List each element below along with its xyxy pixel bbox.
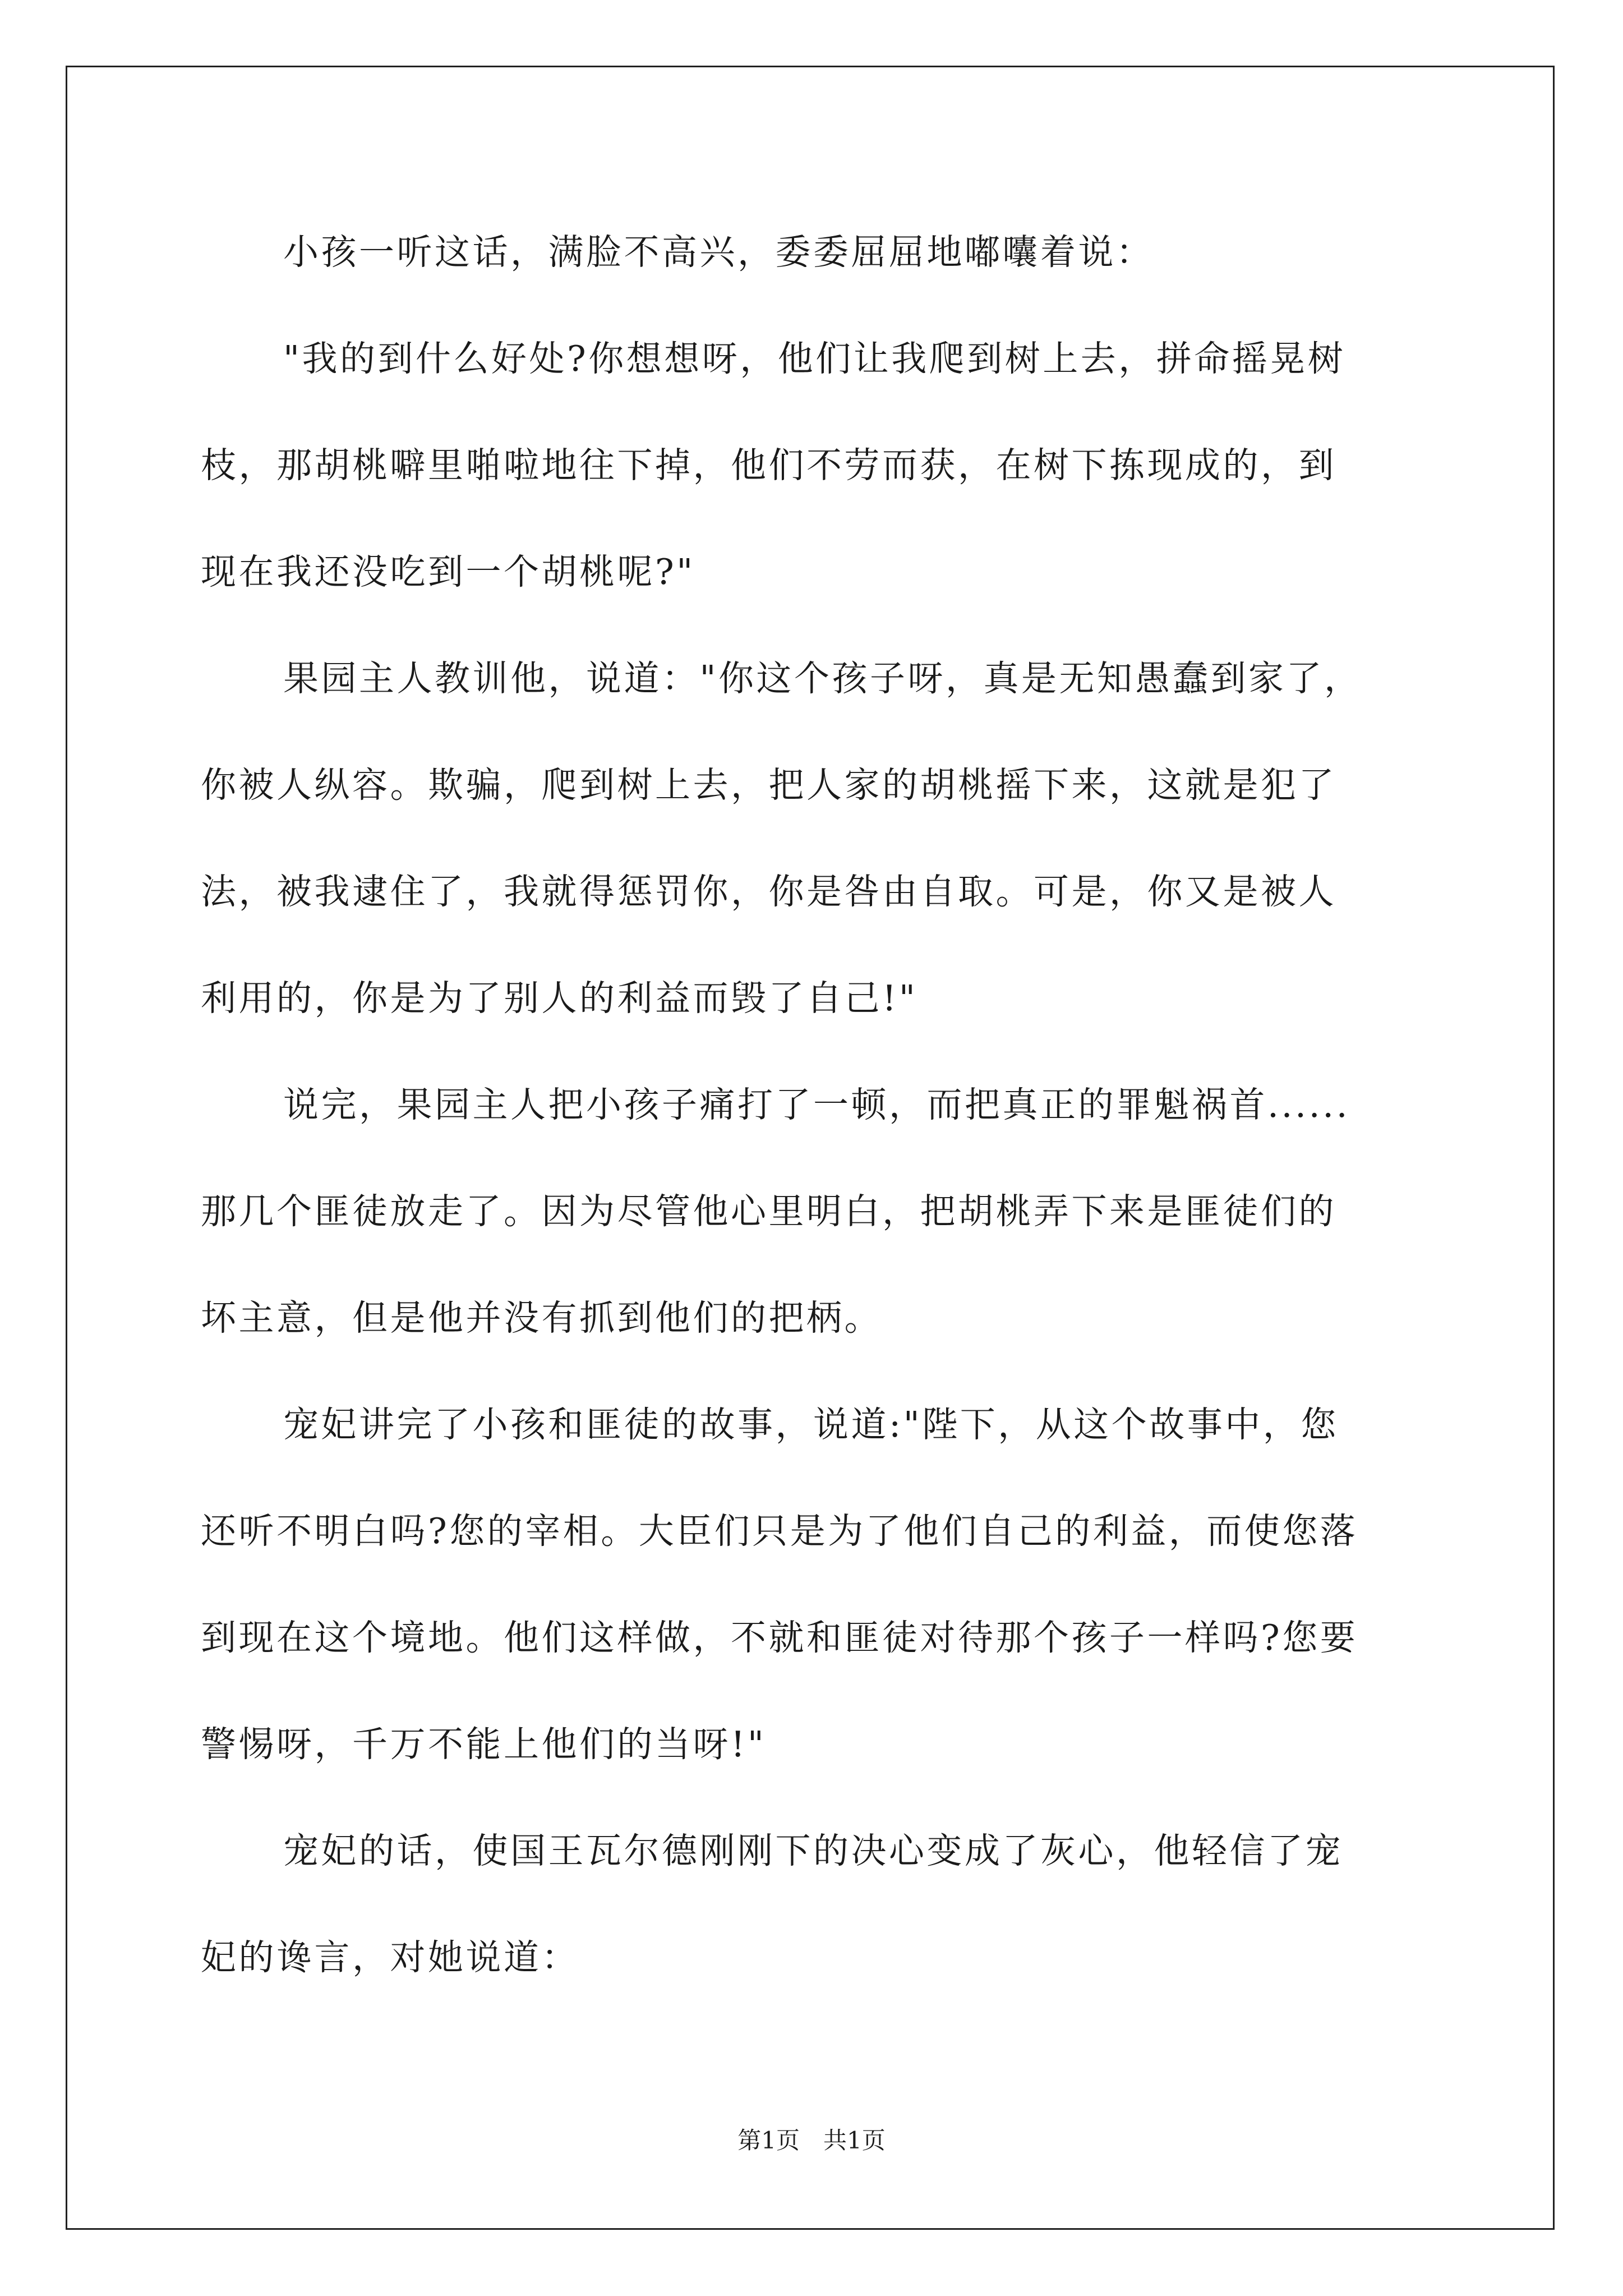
page-number: 第1页 共1页 [737, 2127, 886, 2154]
text-line: 那几个匪徒放走了。因为尽管他心里明白，把胡桃弄下来是匪徒们的 [201, 1191, 1336, 1232]
text-line: 宠妃的话，使国王瓦尔德刚刚下的决心变成了灰心，他轻信了宠 [283, 1830, 1343, 1871]
text-line: 妃的谗言，对她说道： [201, 1937, 579, 1978]
text-line: 现在我还没吃到一个胡桃呢?" [201, 551, 695, 592]
text-line: 宠妃讲完了小孩和匪徒的故事，说道:"陛下，从这个故事中，您 [283, 1404, 1339, 1445]
text-line: 小孩一听这话，满脸不高兴，委委屈屈地嘟囔着说： [283, 232, 1154, 273]
text-line: 警惕呀，千万不能上他们的当呀!" [201, 1724, 767, 1765]
text-line: 枝，那胡桃噼里啪啦地往下掉，他们不劳而获，在树下拣现成的，到 [201, 445, 1336, 486]
text-line: 法，被我逮住了，我就得惩罚你，你是咎由自取。可是，你又是被人 [201, 871, 1336, 912]
text-line: 到现在这个境地。他们这样做，不就和匪徒对待那个孩子一样吗?您要 [201, 1617, 1358, 1658]
text-line: 利用的，你是为了别人的利益而毁了自己!" [201, 978, 918, 1019]
text-line: 还听不明白吗?您的宰相。大臣们只是为了他们自己的利益，而使您落 [201, 1511, 1358, 1552]
text-line: 坏主意，但是他并没有抓到他们的把柄。 [201, 1297, 882, 1338]
page-border [66, 66, 1555, 2230]
text-line: "我的到什么好处?你想想呀，他们让我爬到树上去，拼命摇晃树 [283, 338, 1346, 379]
text-line: 说完，果园主人把小孩子痛打了一顿，而把真正的罪魁祸首...... [283, 1084, 1350, 1125]
text-line: 你被人纵容。欺骗，爬到树上去，把人家的胡桃摇下来，这就是犯了 [201, 765, 1336, 806]
text-line: 果园主人教训他，说道："你这个孩子呀，真是无知愚蠢到家了， [283, 658, 1362, 699]
